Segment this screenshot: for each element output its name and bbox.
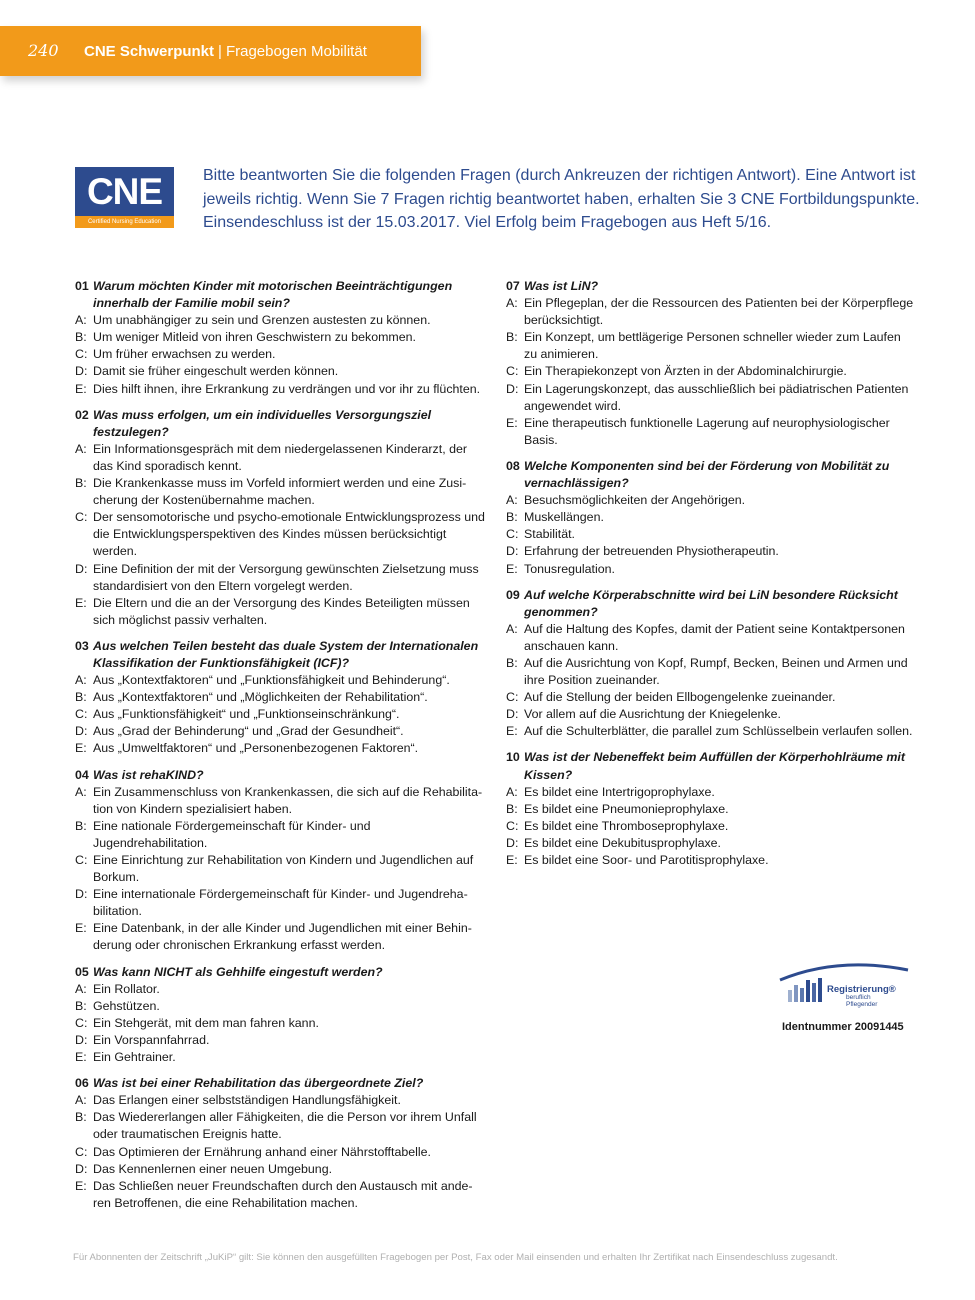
answer-text: Aus „Kontextfaktoren“ und „Möglichkeiten der Rehabilitation“. xyxy=(93,690,428,705)
answer-option[interactable] xyxy=(75,723,485,740)
answer-letter: D: xyxy=(506,707,519,722)
cne-logo-subtext: Certified Nursing Education xyxy=(75,216,174,228)
question-number: 01 xyxy=(75,279,89,293)
answer-option[interactable] xyxy=(506,689,916,706)
question-text xyxy=(506,278,916,295)
answer-letter: E: xyxy=(506,853,518,867)
answer-option[interactable] xyxy=(506,784,916,801)
registration-logo-line3: Pflegender xyxy=(846,1001,878,1008)
answer-option[interactable] xyxy=(506,801,916,818)
answer-text: Ein Zusammenschluss von Krankenkassen, die sich auf die Rehabilitation von Kindern spezialisiert haben. xyxy=(93,784,483,816)
answer-letter: A: xyxy=(75,981,87,996)
answer-letter: E: xyxy=(506,724,518,739)
answer-text: Das Wiedererlangen aller Fähigkeiten, die die Person vor ihrem Unfall oder traumatischen Ereignis hatte. xyxy=(93,1110,477,1142)
answer-option[interactable] xyxy=(75,509,485,560)
answer-text: Das Erlangen einer selbstständigen Handlungsfähigkeit. xyxy=(93,1093,401,1108)
answer-text: Der sensomotorische und psycho-emotionale Entwicklungsprozess und die Entwicklungsperspektiven des Kindes müssen berücksichtigt werden. xyxy=(93,510,485,559)
answer-letter: D: xyxy=(75,724,88,739)
questions-right-column xyxy=(506,278,916,878)
answer-letter: C: xyxy=(75,1144,88,1159)
question-block xyxy=(75,638,485,758)
answer-letter: E: xyxy=(75,1178,87,1193)
question-label: Was ist rehaKIND? xyxy=(93,767,204,782)
answer-letter: A: xyxy=(506,621,518,636)
answer-option[interactable] xyxy=(506,852,916,869)
answer-letter: D: xyxy=(506,544,519,559)
answer-option[interactable] xyxy=(506,509,916,526)
question-block xyxy=(506,458,916,578)
question-label: Was kann NICHT als Gehhilfe eingestuft werden? xyxy=(93,964,383,979)
answer-letter: C: xyxy=(506,527,519,542)
question-number: 08 xyxy=(506,458,520,473)
answer-letter: B: xyxy=(506,801,518,816)
answer-text: Es bildet eine Intertrigoprophylaxe. xyxy=(524,784,715,799)
answer-option[interactable] xyxy=(75,1178,485,1212)
answer-text: Damit sie früher eingeschult werden können. xyxy=(93,364,339,379)
answer-text: Um früher erwachsen zu werden. xyxy=(93,347,276,362)
answer-option[interactable] xyxy=(75,312,485,329)
answer-option[interactable] xyxy=(75,689,485,706)
answer-text: Eine therapeutisch funktionelle Lagerung auf neurophysiologischer Basis. xyxy=(524,415,890,447)
answer-text: Ein Rollator. xyxy=(93,981,160,996)
answer-option[interactable] xyxy=(75,672,485,689)
question-text xyxy=(75,1075,485,1092)
answer-letter: D: xyxy=(75,561,88,576)
answer-option[interactable] xyxy=(75,784,485,818)
question-label: Welche Komponenten sind bei der Förderung von Mobilität zu vernachlässigen? xyxy=(524,458,890,491)
registration-logo xyxy=(778,960,910,1010)
question-label: Warum möchten Kinder mit motorischen Beeinträchtigungen innerhalb der Familie mobil sein? xyxy=(93,279,453,311)
question-block xyxy=(75,278,485,398)
answer-option[interactable] xyxy=(75,329,485,346)
answer-option[interactable] xyxy=(506,492,916,509)
answer-letter: D: xyxy=(75,1032,88,1047)
answer-option[interactable] xyxy=(75,1049,485,1066)
answer-letter: A: xyxy=(506,493,518,508)
question-number: 10 xyxy=(506,750,520,765)
answer-text: Ein Lagerungskonzept, das ausschließlich bei pädiatrischen Patienten angewendet wird. xyxy=(524,381,909,413)
answer-option[interactable] xyxy=(75,1032,485,1049)
answer-letter: E: xyxy=(75,741,87,756)
answer-option[interactable] xyxy=(506,723,916,740)
answer-letter: B: xyxy=(75,476,87,491)
answer-option[interactable] xyxy=(75,981,485,998)
answer-letter: B: xyxy=(506,330,518,345)
question-number: 09 xyxy=(506,587,520,602)
answer-option[interactable] xyxy=(75,1144,485,1161)
answer-text: Auf die Ausrichtung von Kopf, Rumpf, Becken, Beinen und Armen und ihre Position zueinander. xyxy=(524,655,908,688)
answer-letter: B: xyxy=(75,1110,87,1125)
header-bar xyxy=(0,26,421,76)
answer-text: Es bildet eine Dekubitusprophylaxe. xyxy=(524,835,721,850)
answer-option[interactable] xyxy=(506,526,916,543)
answer-text: Vor allem auf die Ausrichtung der Kniegelenke. xyxy=(524,707,781,722)
question-number: 03 xyxy=(75,638,89,653)
answer-letter: C: xyxy=(75,1015,88,1030)
question-label: Was ist bei einer Rehabilitation das übergeordnete Ziel? xyxy=(93,1076,424,1091)
questions-left-column xyxy=(75,278,485,1221)
answer-option[interactable] xyxy=(75,475,485,509)
answer-option[interactable] xyxy=(75,852,485,886)
answer-letter: D: xyxy=(75,364,88,379)
question-number: 04 xyxy=(75,767,89,782)
answer-letter: A: xyxy=(75,1093,87,1108)
answer-letter: E: xyxy=(75,1050,87,1065)
answer-letter: E: xyxy=(75,381,87,396)
answer-option[interactable] xyxy=(506,561,916,578)
answer-letter: A: xyxy=(75,441,87,456)
answer-text: Dies hilft ihnen, ihre Erkrankung zu verdrängen und vor ihr zu flüchten. xyxy=(93,381,481,396)
answer-text: Auf die Haltung des Kopfes, damit der Patient seine Kontaktpersonen anschauen kann. xyxy=(524,621,905,653)
answer-option[interactable] xyxy=(75,886,485,920)
answer-option[interactable] xyxy=(75,706,485,723)
answer-text: Ein Informationsgespräch mit dem niedergelassenen Kinderarzt, der das Kind sporadisch kennt. xyxy=(93,441,467,473)
question-number: 05 xyxy=(75,964,89,979)
answer-text: Es bildet eine Thromboseprophylaxe. xyxy=(524,818,729,833)
answer-letter: D: xyxy=(75,1161,88,1176)
answer-option[interactable] xyxy=(75,595,485,629)
answer-option[interactable] xyxy=(506,363,916,380)
question-block xyxy=(75,1075,485,1212)
answer-option[interactable] xyxy=(75,441,485,475)
question-number: 02 xyxy=(75,407,89,422)
section-name: CNE Schwerpunkt xyxy=(84,43,215,60)
answer-option[interactable] xyxy=(75,818,485,852)
question-label: Aus welchen Teilen besteht das duale System der Internationalen Klassifikation der Funktionsfähigkeit (ICF)? xyxy=(93,638,479,670)
answer-letter: D: xyxy=(506,835,519,850)
answer-letter: C: xyxy=(506,364,519,379)
answer-letter: E: xyxy=(75,595,87,610)
registration-id: Identnummer 20091445 xyxy=(782,1021,904,1033)
answer-option[interactable] xyxy=(75,561,485,595)
registration-logo-line1: Registrierung® xyxy=(827,984,896,995)
answer-text: Ein Gehtrainer. xyxy=(93,1050,176,1065)
answer-option[interactable] xyxy=(75,1109,485,1143)
answer-text: Auf die Stellung der beiden Ellbogengelenke zueinander. xyxy=(524,690,836,705)
header-separator: | xyxy=(218,43,222,60)
answer-text: Es bildet eine Pneumonieprophylaxe. xyxy=(524,801,729,816)
question-block xyxy=(75,407,485,629)
answer-text: Eine internationale Fördergemeinschaft für Kinder- und Jugendrehabilitation. xyxy=(93,887,468,919)
answer-letter: D: xyxy=(75,887,88,902)
question-label: Was ist der Nebeneffekt beim Auffüllen der Körperhohlräume mit Kissen? xyxy=(524,750,905,782)
answer-option[interactable] xyxy=(506,415,916,449)
answer-option[interactable] xyxy=(75,740,485,757)
answer-text: Aus „Funktionsfähigkeit“ und „Funktionseinschränkung“. xyxy=(93,707,400,722)
answer-option[interactable] xyxy=(506,543,916,560)
question-block xyxy=(75,767,485,955)
answer-text: Um weniger Mitleid von ihren Geschwistern zu bekommen. xyxy=(93,330,416,345)
answer-option[interactable] xyxy=(506,818,916,835)
answer-letter: B: xyxy=(75,690,87,705)
answer-text: Erfahrung der betreuenden Physiotherapeutin. xyxy=(524,544,779,559)
question-number: 06 xyxy=(75,1076,89,1091)
question-text xyxy=(75,964,485,981)
question-block xyxy=(506,749,916,869)
answer-text: Ein Stehgerät, mit dem man fahren kann. xyxy=(93,1015,319,1030)
page-number: 240 xyxy=(28,41,59,60)
answer-option[interactable] xyxy=(75,381,485,398)
answer-letter: B: xyxy=(75,998,87,1013)
answer-text: Eine Datenbank, in der alle Kinder und Jugendlichen mit einer Behinderung oder chronischen Erkrankung erfasst werden. xyxy=(93,921,472,953)
answer-option[interactable] xyxy=(506,381,916,415)
answer-text: Aus „Kontextfaktoren“ und „Funktionsfähigkeit und Behinderung“. xyxy=(93,673,450,688)
answer-text: Stabilität. xyxy=(524,527,575,542)
answer-text: Um unabhängiger zu sein und Grenzen austesten zu können. xyxy=(93,313,431,328)
answer-text: Muskellängen. xyxy=(524,510,604,525)
registration-logo-lines xyxy=(846,994,877,1008)
answer-text: Die Krankenkasse muss im Vorfeld informiert werden und eine Zusicherung der Kostenübernahme machen. xyxy=(93,476,467,508)
answer-text: Ein Konzept, um bettlägerige Personen schneller wieder zum Laufen zu animieren. xyxy=(524,330,901,362)
answer-option[interactable] xyxy=(506,295,916,329)
question-text xyxy=(75,767,485,784)
answer-letter: A: xyxy=(506,784,518,799)
question-text xyxy=(75,278,485,312)
answer-text: Eine Definition der mit der Versorgung gewünschten Zielsetzung muss standardisiert von den Eltern vorgelegt werden. xyxy=(93,561,479,593)
answer-option[interactable] xyxy=(506,706,916,723)
answer-option[interactable] xyxy=(506,329,916,363)
answer-option[interactable] xyxy=(75,998,485,1015)
answer-option[interactable] xyxy=(506,835,916,852)
question-text xyxy=(506,587,916,621)
answer-text: Besuchsmöglichkeiten der Angehörigen. xyxy=(524,493,746,508)
answer-letter: C: xyxy=(75,853,88,867)
answer-option[interactable] xyxy=(75,363,485,380)
answer-letter: E: xyxy=(506,415,518,430)
answer-letter: A: xyxy=(506,296,518,311)
answer-letter: E: xyxy=(506,561,518,576)
question-label: Auf welche Körperabschnitte wird bei LiN besondere Rücksicht genommen? xyxy=(524,587,898,619)
answer-option[interactable] xyxy=(506,621,916,655)
answer-letter: C: xyxy=(506,818,519,833)
answer-option[interactable] xyxy=(75,920,485,954)
question-text xyxy=(506,749,916,783)
answer-letter: A: xyxy=(75,673,87,688)
answer-text: Eine nationale Fördergemeinschaft für Kinder- und Jugendrehabilitation. xyxy=(93,818,371,850)
answer-text: Aus „Grad der Behinderung“ und „Grad der Gesundheit“. xyxy=(93,724,404,739)
answer-letter: C: xyxy=(506,690,519,705)
answer-text: Aus „Umweltfaktoren“ und „Personenbezogenen Faktoren“. xyxy=(93,741,419,756)
answer-text: Das Optimieren der Ernährung anhand einer Nährstofftabelle. xyxy=(93,1144,431,1159)
registration-logo-line2: beruflich xyxy=(846,994,871,1001)
answer-text: Es bildet eine Soor- und Parotitisprophylaxe. xyxy=(524,853,769,867)
header-title xyxy=(84,43,367,60)
answer-text: Ein Therapiekonzept von Ärzten in der Abdominalchirurgie. xyxy=(524,364,847,379)
answer-text: Ein Vorspannfahrrad. xyxy=(93,1032,210,1047)
answer-text: Das Schließen neuer Freundschaften durch den Austausch mit anderen Betroffenen, die eine Rehabilitation machen. xyxy=(93,1178,473,1210)
answer-letter: B: xyxy=(506,655,518,670)
answer-letter: E: xyxy=(75,921,87,936)
answer-letter: C: xyxy=(75,510,88,525)
header-subtitle: Fragebogen Mobilität xyxy=(225,43,367,60)
answer-option[interactable] xyxy=(75,1161,485,1178)
answer-text: Auf die Schulterblätter, die parallel zum Schlüsselbein verlaufen sollen. xyxy=(524,724,913,739)
answer-option[interactable] xyxy=(75,346,485,363)
question-text xyxy=(75,407,485,441)
answer-option[interactable] xyxy=(506,655,916,689)
answer-letter: B: xyxy=(75,818,87,833)
question-text xyxy=(75,638,485,672)
answer-option[interactable] xyxy=(75,1015,485,1032)
answer-text: Die Eltern und die an der Versorgung des Kindes Beteiligten müssen sich möglichst passiv verhalten. xyxy=(93,595,470,627)
question-block xyxy=(75,964,485,1067)
question-number: 07 xyxy=(506,279,520,293)
question-label: Was muss erfolgen, um ein individuelles Versorgungsziel festzulegen? xyxy=(93,407,432,439)
question-block xyxy=(506,587,916,741)
cne-logo-text: CNE xyxy=(86,171,163,212)
cne-logo xyxy=(75,167,174,228)
question-label: Was ist LiN? xyxy=(524,279,599,293)
answer-letter: C: xyxy=(75,707,88,722)
answer-letter: C: xyxy=(75,347,88,362)
answer-text: Ein Pflegeplan, der die Ressourcen des Patienten bei der Körperpflege berücksichtigt. xyxy=(524,296,914,328)
answer-letter: A: xyxy=(75,784,87,799)
answer-text: Eine Einrichtung zur Rehabilitation von Kindern und Jugendlichen auf Borkum. xyxy=(93,853,474,885)
intro-text: Bitte beantworten Sie die folgenden Fragen (durch Ankreuzen der richtigen Antwort). Eine Antwort ist jeweils richtig. Wenn Sie 7 Fragen richtig beantwortet haben, erhalten Sie 3 CNE Fortbildungspunkte. Einsendeschluss ist der 15.03.2017. Viel Erfolg beim Fragebogen aus Heft 5/16. xyxy=(203,167,920,231)
answer-option[interactable] xyxy=(75,1092,485,1109)
question-text xyxy=(506,458,916,492)
answer-letter: D: xyxy=(506,381,519,396)
answer-text: Tonusregulation. xyxy=(524,561,615,576)
question-block xyxy=(506,278,916,449)
answer-text: Gehstützen. xyxy=(93,998,160,1013)
footer-note: Für Abonnenten der Zeitschrift „JuKiP“ gilt: Sie können den ausgefüllten Fragebogen per Post, Fax oder Mail einsenden und erhalten Ihr Zertifikat nach Einsendeschluss zugesandt. xyxy=(73,1252,838,1263)
answer-letter: B: xyxy=(506,510,518,525)
answer-text: Das Kennenlernen einer neuen Umgebung. xyxy=(93,1161,333,1176)
answer-letter: A: xyxy=(75,313,87,328)
answer-letter: B: xyxy=(75,330,87,345)
